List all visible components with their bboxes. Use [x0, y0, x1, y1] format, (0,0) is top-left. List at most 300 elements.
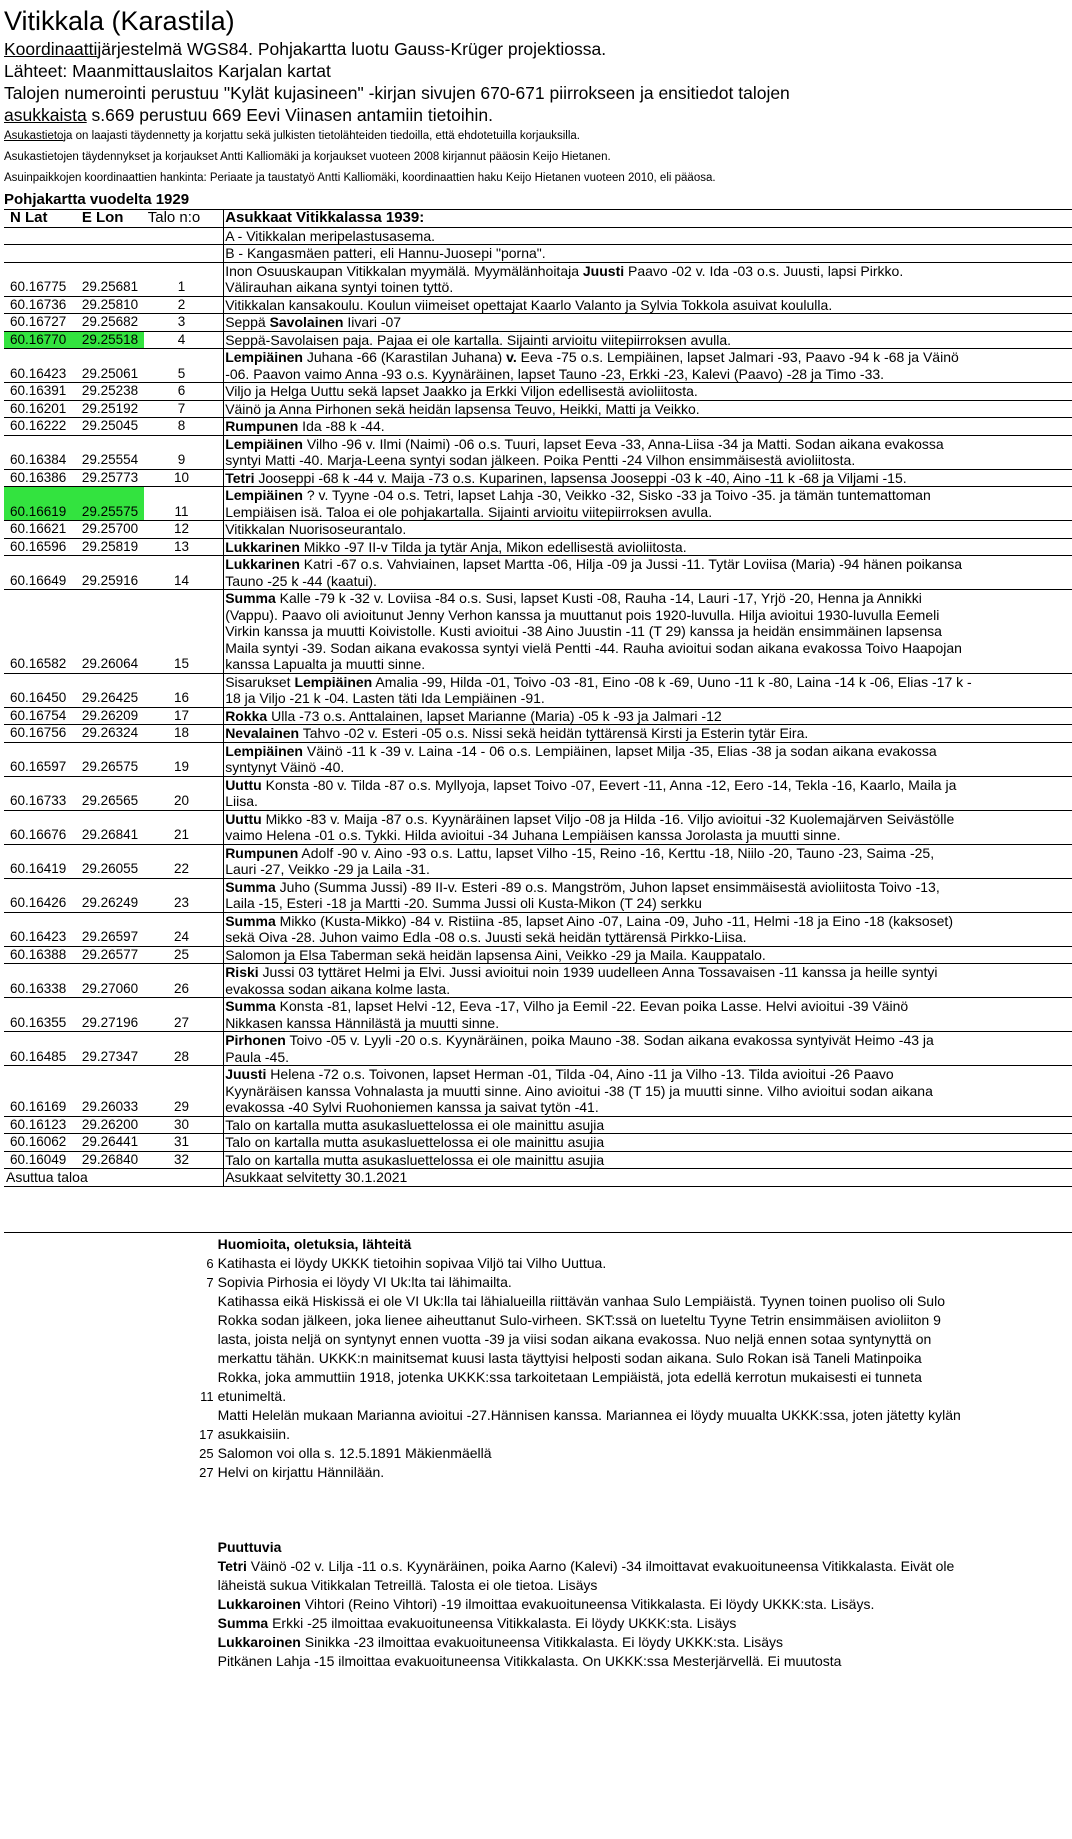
page-title: Vitikkala (Karastila) [4, 6, 235, 36]
table-footer [4, 1169, 1072, 1187]
lat-cell: 60.16756 [4, 725, 80, 743]
table-row [4, 998, 1072, 1032]
residents-line [225, 521, 1072, 538]
table-row [4, 245, 1072, 263]
text-run: Talo on kartalla mutta asukasluettelossa ei ole mainittu asujia [225, 1116, 605, 1133]
lon-cell: 29.25682 [80, 314, 144, 332]
table-row [4, 1066, 1072, 1117]
table-row [4, 521, 1072, 539]
note-item [4, 1273, 1072, 1292]
note-text [218, 1273, 1072, 1292]
text-run: Lempiäisen isä. Taloa ei ole pohjakartalla. Sijainti arvioitu viitepiirroksen avulla. [225, 503, 713, 520]
lon-cell: 29.25575 [80, 487, 144, 521]
missing-heading: Puuttuvia [217, 1538, 282, 1555]
text-run: Liisa. [225, 793, 258, 809]
residents-line [225, 1032, 1072, 1049]
house-number-cell: 18 [144, 725, 224, 743]
lat-cell: 60.16676 [4, 810, 80, 844]
table-row [4, 383, 1072, 401]
lat-cell: 60.16754 [4, 707, 80, 725]
note-line: Katihasta ei löydy UKKK tietoihin sopivaa Viljö tai Vilho Uuttua. [217, 1254, 607, 1271]
missing-text [218, 1652, 1072, 1671]
residents-cell [224, 469, 1072, 487]
text-run: läheistä sukua Vitikkalan Tetreillä. Talosta ei ole tietoa. Lisäys [217, 1576, 598, 1593]
table-row [4, 1032, 1072, 1066]
table-row [4, 331, 1072, 349]
residents-line [225, 690, 1072, 707]
residents-line [225, 452, 1072, 469]
note-text [218, 1292, 1072, 1406]
residents-line [225, 504, 1072, 521]
residents-cell [224, 383, 1072, 401]
lon-cell: 29.27347 [80, 1032, 144, 1066]
surname: Summa [225, 590, 276, 606]
surname: Lukkarinen [225, 538, 300, 555]
lat-cell: 60.16770 [4, 331, 80, 349]
lon-cell [80, 245, 144, 263]
residents-line [225, 1152, 1072, 1169]
lon-cell: 29.25061 [80, 349, 144, 383]
residents-cell [224, 912, 1072, 946]
residents-line [225, 383, 1072, 400]
lat-cell: 60.16123 [4, 1116, 80, 1134]
residents-line [225, 263, 1072, 280]
table-row [4, 556, 1072, 590]
lon-cell: 29.26575 [80, 742, 144, 776]
residents-line [225, 418, 1072, 435]
residents-cell [224, 673, 1072, 707]
surname: Rumpunen [225, 844, 299, 861]
note-word: Asukastieto [4, 130, 64, 142]
col-house-header: Talo n:o [144, 210, 224, 228]
table-row [4, 349, 1072, 383]
lat-cell: 60.16169 [4, 1066, 80, 1117]
residents-line [225, 279, 1072, 296]
surname: Lukkarinen [225, 556, 300, 572]
table-row [4, 1134, 1072, 1152]
residents-cell [224, 331, 1072, 349]
text-run: Vilho -96 v. Ilmi (Naimi) -06 o.s. Tuuri, lapset Eeva -33, Anna-Liisa -34 ja Matti. Sodan aikana evakossa [302, 435, 944, 452]
text-run: Sinikka -23 ilmoittaa evakuoituneensa Vitikkalasta. Ei löydy UKKK:sta. Lisäys [300, 1633, 784, 1650]
lat-cell: 60.16485 [4, 1032, 80, 1066]
house-number-cell: 3 [144, 314, 224, 332]
lat-cell: 60.16426 [4, 878, 80, 912]
surname: Summa [225, 998, 276, 1014]
residents-source-line [4, 104, 1072, 126]
residents-cell [224, 418, 1072, 436]
residents-line [225, 366, 1072, 383]
table-row [4, 776, 1072, 810]
lat-cell: 60.16733 [4, 776, 80, 810]
lat-cell: 60.16391 [4, 383, 80, 401]
lat-cell: 60.16384 [4, 435, 80, 469]
lon-cell: 29.26064 [80, 590, 144, 674]
residents-table [4, 209, 1072, 1187]
surname: Riski [225, 964, 259, 980]
col-lon-header: E Lon [80, 210, 144, 228]
text-run: Lauri -27, Veikko -29 ja Laila -31. [225, 861, 430, 877]
surname: Summa [217, 1614, 269, 1631]
table-row [4, 964, 1072, 998]
table-row [4, 912, 1072, 946]
text-run: Adolf -90 v. Aino -93 o.s. Lattu, lapset Vilho -15, Reino -16, Kerttu -18, Niilo -20, Tauno -23, Saima -25, [298, 844, 935, 861]
house-number-cell: 19 [144, 742, 224, 776]
residents-line [225, 998, 1072, 1015]
lat-cell: 60.16450 [4, 673, 80, 707]
house-number-cell: 2 [144, 296, 224, 314]
lon-cell: 29.26209 [80, 707, 144, 725]
lon-cell: 29.25773 [80, 469, 144, 487]
note-item [4, 1406, 1072, 1444]
house-number-cell: 17 [144, 707, 224, 725]
coordinate-rest: järjestelmä WGS84. Pohjakartta luotu Gauss-Krüger projektiossa. [97, 39, 607, 59]
surname: Lukkaroinen [217, 1633, 301, 1650]
residents-line [225, 573, 1072, 590]
text-run: Ulla -73 o.s. Anttalainen, lapset Marianne (Maria) -05 k -93 ja Jalmari -12 [267, 707, 722, 724]
numbering-line: Talojen numerointi perustuu "Kylät kujasineen" -kirjan sivujen 670-671 piirrokseen ja ensitiedot talojen [4, 83, 790, 103]
lon-cell: 29.26055 [80, 844, 144, 878]
residents-cell [224, 590, 1072, 674]
note-line: Sopivia Pirhosia ei löydy VI Uk:lta tai lähimailta. [217, 1273, 512, 1290]
lat-cell: 60.16727 [4, 314, 80, 332]
lon-cell: 29.26324 [80, 725, 144, 743]
text-run: Toivo -05 v. Lyyli -20 o.s. Kyynäräinen, poika Mauno -38. Sodan aikana evakossa syntyivät Heimo -43 ja [285, 1032, 934, 1048]
text-run: Vihtori (Reino Vihtori) -19 ilmoittaa evakuoituneensa Vitikkalasta. Ei löydy UKKK:sta. Lisäys. [300, 1595, 875, 1612]
text-run: Jussi 03 tyttäret Helmi ja Elvi. Jussi avioitui noin 1939 uudelleen Anna Tossavaisen -11 kanssa ja heille syntyi [258, 964, 938, 980]
residents-cell [224, 998, 1072, 1032]
residents-cell [224, 946, 1072, 964]
house-number-cell: 24 [144, 912, 224, 946]
residents-line [225, 332, 1072, 349]
residents-line [225, 401, 1072, 418]
surname: Rumpunen [225, 418, 299, 434]
lon-cell: 29.26441 [80, 1134, 144, 1152]
text-run: Iivari -07 [343, 314, 402, 330]
table-row [4, 946, 1072, 964]
text-run: Kalle -79 k -32 v. Loviisa -84 o.s. Susi, lapset Kusti -08, Rauha -14, Lauri -17, Yrjö -20, Henna ja Annikki [275, 590, 922, 606]
note-line: lasta, joista neljä on syntynyt ennen vuotta -39 ja viisi sodan aikana evakossa. Nuo neljä ennen sotaa syntynyttä on [217, 1330, 932, 1347]
residents-line [225, 1015, 1072, 1032]
text-run: Sisarukset [225, 673, 295, 690]
table-row [4, 296, 1072, 314]
surname: Juusti [582, 262, 625, 279]
residents-line [225, 708, 1072, 725]
lat-cell: 60.16621 [4, 521, 80, 539]
residents-cell [224, 810, 1072, 844]
house-number-cell [144, 245, 224, 263]
text-run: Seppä-Savolaisen paja. Pajaa ei ole kartalla. Sijainti arvioitu viitepiirroksen avulla. [225, 331, 732, 348]
residents-line [225, 913, 1072, 930]
residents-cell [224, 349, 1072, 383]
residents-line [225, 759, 1072, 776]
house-number-cell: 28 [144, 1032, 224, 1066]
residents-line [225, 245, 1072, 262]
residents-line [225, 811, 1072, 828]
lat-cell: 60.16423 [4, 912, 80, 946]
residents-line [225, 556, 1072, 573]
residents-cell [224, 435, 1072, 469]
missing-text [218, 1576, 1072, 1595]
text-run: Väinö -02 v. Lilja -11 o.s. Kyynäräinen, poika Aarno (Kalevi) -34 ilmoittavat evakuoituneensa Vitikkalasta. Eivät ole [246, 1557, 955, 1574]
lon-cell: 29.26577 [80, 946, 144, 964]
text-run: Eeva -75 o.s. Lempiäinen, lapset Jalmari -93, Paavo -94 k -68 ja Väinö [516, 349, 959, 365]
residents-cell [224, 245, 1072, 263]
residents-line [225, 590, 1072, 607]
residents-cell [224, 878, 1072, 912]
table-row [4, 314, 1072, 332]
surname: Juusti [225, 1066, 267, 1082]
surname: Summa [225, 912, 276, 929]
residents-cell [224, 227, 1072, 245]
missing-text [218, 1557, 1072, 1576]
table-row [4, 400, 1072, 418]
lat-cell: 60.16619 [4, 487, 80, 521]
lat-cell: 60.16386 [4, 469, 80, 487]
lon-cell: 29.25810 [80, 296, 144, 314]
text-run: Väinö -11 k -39 v. Laina -14 - 06 o.s. Lempiäinen, lapset Milja -35, Elias -38 ja sodan aikana evakossa [302, 742, 937, 759]
lat-cell: 60.16736 [4, 296, 80, 314]
table-row [4, 1116, 1072, 1134]
residents-line [225, 1083, 1072, 1100]
house-number-cell: 23 [144, 878, 224, 912]
text-run: Vitikkalan kansakoulu. Koulun viimeiset opettajat Kaarlo Valanto ja Sylvia Tokkola asuivat koululla. [225, 296, 833, 313]
residents-line [225, 929, 1072, 946]
text-run: Mikko -97 II-v Tilda ja tytär Anja, Mikon edellisestä avioliitosta. [299, 538, 687, 555]
text-run: (Vappu). Paavo oli avioitunut Jenny Verhon kanssa ja muuttanut pois 1920-luvulla. Hilja avioitui 1930-luvulla Eemeli [225, 606, 940, 623]
text-run: Tauno -25 k -44 (kaatui). [225, 572, 377, 589]
residents-cell [224, 296, 1072, 314]
residents-line [225, 470, 1072, 487]
lat-cell: 60.16222 [4, 418, 80, 436]
house-number-cell: 6 [144, 383, 224, 401]
lon-cell: 29.25700 [80, 521, 144, 539]
note-line: Katihassa eikä Hiskissä ei ole VI Uk:lla tai lähialueilla riittävän vanhaa Sulo Lempiäistä. Tyynen toinen puoliso oli Sulo [217, 1292, 945, 1309]
text-run: syntyi Matti -40. Marja-Leena syntyi sodan jälkeen. Poika Pentti -24 Vilhon ensimmäisestä avioliitosta. [225, 452, 856, 468]
lat-cell: 60.16423 [4, 349, 80, 383]
residents-cell [224, 1151, 1072, 1169]
surname: Uuttu [225, 810, 262, 827]
text-run: Virkin kanssa ja muutti Koivistolle. Kusti avioitui -38 Aino Juustin -11 (T 29) kanssa ja heidän ensimmäinen lapsensa [225, 623, 942, 639]
lon-cell: 29.26597 [80, 912, 144, 946]
residents-cell [224, 844, 1072, 878]
lon-cell: 29.25819 [80, 538, 144, 556]
text-run: Vitikkalan Nuorisoseurantalo. [225, 521, 407, 537]
lon-cell: 29.26249 [80, 878, 144, 912]
lon-cell: 29.26200 [80, 1116, 144, 1134]
house-number-cell: 31 [144, 1134, 224, 1152]
house-number-cell: 27 [144, 998, 224, 1032]
surname: Lempiäinen [225, 435, 303, 452]
lon-cell: 29.25238 [80, 383, 144, 401]
lat-cell: 60.16388 [4, 946, 80, 964]
house-number-cell: 7 [144, 400, 224, 418]
text-run: Amalia -99, Hilda -01, Toivo -03 -81, Eino -08 k -69, Uuno -11 k -80, Laina -14 k -06, Elias -17 k - [372, 673, 972, 690]
house-number-cell: 4 [144, 331, 224, 349]
residents-line [225, 1134, 1072, 1151]
residents-line [225, 947, 1072, 964]
surname: Lempiäinen [225, 487, 303, 503]
lat-cell: 60.16596 [4, 538, 80, 556]
text-run: Jooseppi -68 k -44 v. Maija -73 o.s. Kuparinen, lapsensa Jooseppi -03 k -40, Aino -11 k -68 ja Viljami -15. [254, 469, 907, 486]
text-run: sekä Oiva -28. Juhon vaimo Edla -08 o.s. Juusti sekä heidän tyttärensä Pirkko-Liisa. [225, 929, 747, 945]
residents-line [225, 1049, 1072, 1066]
table-row [4, 227, 1072, 245]
residents-cell [224, 314, 1072, 332]
missing-list [4, 1557, 1072, 1671]
house-number-cell: 10 [144, 469, 224, 487]
note-line: merkattu tähän. UKKK:n mainitsemat kuusi lasta täyttyisi helposti sodan aikana. Sulo Rokan isä Taneli Matinpoika [217, 1349, 922, 1366]
residents-line [225, 436, 1072, 453]
text-run: Konsta -80 v. Tilda -87 o.s. Myllyoja, lapset Toivo -07, Eevert -11, Anna -12, Eero -14, Tekla -16, Kaarlo, Maila ja [261, 776, 957, 793]
missing-item [4, 1633, 1072, 1652]
residents-line [225, 879, 1072, 896]
table-row [4, 538, 1072, 556]
note-house-number: 7 [206, 1274, 214, 1290]
missing-item [4, 1614, 1072, 1633]
table-header [4, 210, 1072, 228]
note-text [218, 1406, 1072, 1444]
lon-cell [80, 227, 144, 245]
text-run: Tahvo -02 v. Esteri -05 o.s. Nissi sekä heidän tyttärensä Kirsti ja Esterin tytär Eira. [299, 725, 809, 741]
surname: Rokka [225, 707, 268, 724]
text-run: -06. Paavon vaimo Anna -93 o.s. Kyynäräinen, lapset Tauno -23, Erkki -23, Kalevi (Paavo) -28 ja Timo -33. [225, 365, 885, 382]
residents-cell [224, 1032, 1072, 1066]
note-line: Salomon voi olla s. 12.5.1891 Mäkienmäellä [217, 1444, 492, 1461]
house-number-cell: 22 [144, 844, 224, 878]
residents-line [225, 777, 1072, 794]
lat-cell: 60.16201 [4, 400, 80, 418]
residents-line [225, 656, 1072, 673]
house-number-cell: 15 [144, 590, 224, 674]
lon-cell: 29.27196 [80, 998, 144, 1032]
table-row [4, 673, 1072, 707]
residents-line [225, 674, 1072, 691]
residents-rest: s.669 perustuu 669 Eevi Viinasen antamiin tietoihin. [86, 105, 494, 125]
note-rest: ja on laajasti täydennetty ja korjattu sekä julkisten tietolähteiden tiedoilla, että ehdotetuilla korjauksilla. [63, 130, 580, 142]
house-number-cell: 14 [144, 556, 224, 590]
text-run: Inon Osuuskaupan Vitikkalan myymälä. Myymälänhoitaja [225, 262, 583, 279]
surname: Uuttu [225, 776, 262, 793]
residents-line [225, 607, 1072, 624]
missing-item [4, 1595, 1072, 1614]
document-sheet [4, 6, 1072, 1671]
residents-cell [224, 556, 1072, 590]
table-row [4, 469, 1072, 487]
missing-item [4, 1576, 1072, 1595]
house-number-cell: 32 [144, 1151, 224, 1169]
house-number-cell: 30 [144, 1116, 224, 1134]
residents-cell [224, 1116, 1072, 1134]
text-run: vaimo Helena -01 o.s. Tykki. Hilda avioitui -34 Juhana Lempiäisen kanssa Jorolasta ja muutti sinne. [225, 827, 841, 843]
missing-item [4, 1557, 1072, 1576]
missing-text [218, 1633, 1072, 1652]
text-run: Helena -72 o.s. Toivonen, lapset Herman -01, Tilda -04, Aino -11 ja Vilho -13. Tilda avioitui -26 Paavo [266, 1066, 894, 1082]
note-text [218, 1254, 1072, 1273]
text-run: evakossa sodan aikana kolme lasta. [225, 980, 451, 997]
note-item [4, 1254, 1072, 1273]
residents-line [225, 1099, 1072, 1116]
missing-text [218, 1614, 1072, 1633]
note-item [4, 1444, 1072, 1463]
notes-heading: Huomioita, oletuksia, lähteitä [217, 1235, 412, 1252]
text-run: Juhana -66 (Karastilan Juhana) [302, 349, 507, 365]
lon-cell: 29.26033 [80, 1066, 144, 1117]
coordinate-system-line [4, 38, 1072, 60]
house-number-cell: 11 [144, 487, 224, 521]
residents-cell [224, 538, 1072, 556]
table-row [4, 810, 1072, 844]
basemap-label: Pohjakartta vuodelta 1929 [4, 191, 190, 208]
surname: Pirhonen [225, 1032, 286, 1048]
note-house-number: 17 [199, 1426, 214, 1442]
text-run: Talo on kartalla mutta asukasluettelossa ei ole mainittu asujia [225, 1151, 605, 1168]
house-number-cell: 9 [144, 435, 224, 469]
text-run: Mikko (Kusta-Mikko) -84 v. Ristiina -85, lapset Aino -07, Laina -09, Juho -11, Helmi -18 ja Eino -18 (kaksoset) [275, 912, 953, 929]
house-number-cell: 12 [144, 521, 224, 539]
residents-cell [224, 725, 1072, 743]
lon-cell: 29.25681 [80, 262, 144, 296]
lon-cell: 29.27060 [80, 964, 144, 998]
lat-cell: 60.16597 [4, 742, 80, 776]
coordinate-word: Koordinaatti [4, 39, 98, 59]
lat-cell: 60.16338 [4, 964, 80, 998]
lat-cell: 60.16649 [4, 556, 80, 590]
house-number-cell: 20 [144, 776, 224, 810]
table-row [4, 725, 1072, 743]
residents-line [225, 228, 1072, 245]
residents-line [225, 539, 1072, 556]
lat-cell: 60.16049 [4, 1151, 80, 1169]
text-run: Väinö ja Anna Pirhonen sekä heidän lapsensa Teuvo, Heikki, Matti ja Veikko. [225, 400, 700, 417]
table-row [4, 844, 1072, 878]
lon-cell: 29.25192 [80, 400, 144, 418]
missing-text [218, 1595, 1072, 1614]
residents-line [225, 640, 1072, 657]
lon-cell: 29.26840 [80, 1151, 144, 1169]
text-run: Kyynäräisen kanssa Vohnalasta ja muutti sinne. Aino avioitui -38 (T 15) ja muutti sinne. Vilho avioitui sodan aikana [225, 1082, 933, 1099]
lat-cell: 60.16062 [4, 1134, 80, 1152]
text-run: Viljo ja Helga Uuttu sekä lapset Jaakko ja Erkki Viljon edellisestä avioliitosta. [225, 383, 698, 399]
note-line: Helvi on kirjattu Hännilään. [217, 1463, 385, 1480]
residents-line [225, 845, 1072, 862]
residents-cell [224, 400, 1072, 418]
lon-cell: 29.26841 [80, 810, 144, 844]
text-run: Paula -45. [225, 1048, 290, 1065]
house-number-cell: 26 [144, 964, 224, 998]
residents-line [225, 314, 1072, 331]
col-residents-header: Asukkaat Vitikkalassa 1939: [224, 210, 1072, 228]
text-run: Seppä [225, 314, 270, 330]
text-run: Erkki -25 ilmoittaa evakuoituneensa Vitikkalasta. Ei löydy UKKK:sta. Lisäys [268, 1614, 737, 1631]
text-run: syntynyt Väinö -40. [225, 759, 345, 775]
note-line-3: Asuinpaikkojen koordinaattien hankinta: Periaate ja taustatyö Antti Kalliomäki, koordinaattien haku Keijo Hietanen vuoteen 2010, eli pääosa. [4, 172, 716, 184]
notes-section [4, 1235, 1072, 1671]
text-run: Pitkänen Lahja -15 ilmoittaa evakuoituneensa Vitikkalasta. On UKKK:ssa Mesterjärvellä. Ei muutosta [217, 1652, 842, 1669]
sources-line: Lähteet: Maanmittauslaitos Karjalan kartat [4, 61, 331, 81]
text-run: kanssa Lapualta ja muutti sinne. [225, 656, 426, 672]
residents-line [225, 1066, 1072, 1083]
residents-cell [224, 1134, 1072, 1152]
lat-cell: 60.16775 [4, 262, 80, 296]
table-row [4, 590, 1072, 674]
lat-cell [4, 245, 80, 263]
text-run: A - Vitikkalan meripelastusasema. [225, 227, 436, 244]
lon-cell: 29.25916 [80, 556, 144, 590]
residents-line [225, 1117, 1072, 1134]
text-run: Paavo -02 v. Ida -03 o.s. Juusti, lapsi Pirkko. [624, 262, 904, 279]
note-line-1 [4, 126, 1072, 147]
house-number-cell: 1 [144, 262, 224, 296]
